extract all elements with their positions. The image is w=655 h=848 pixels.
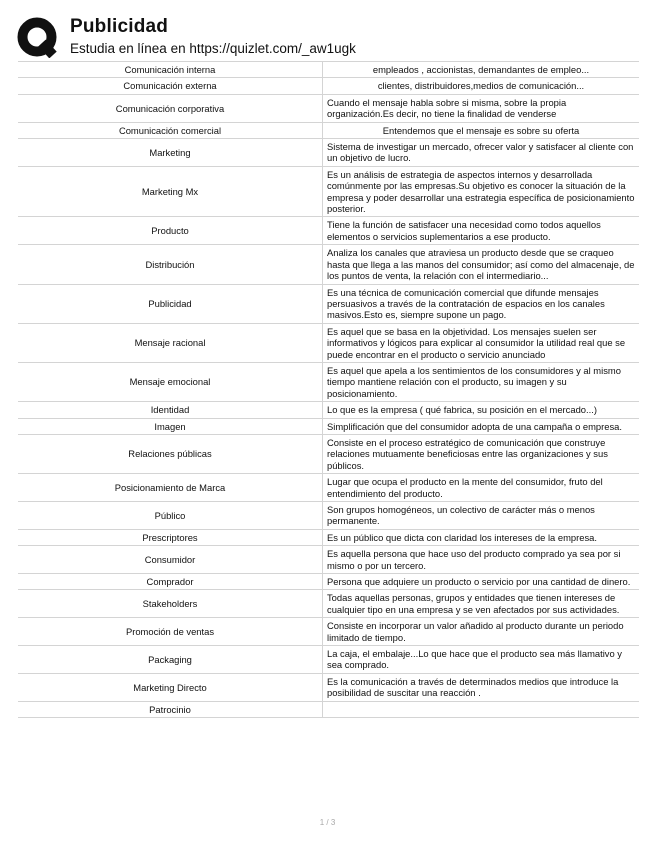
table-row bbox=[18, 139, 639, 167]
definition-cell: Es aquella persona que hace uso del producto comprado ya sea por si mismo o por un tercero. bbox=[323, 546, 640, 574]
term-cell: Mensaje racional bbox=[18, 323, 323, 362]
term-cell: Identidad bbox=[18, 402, 323, 418]
table-row bbox=[18, 402, 639, 418]
table-row bbox=[18, 362, 639, 401]
table-row bbox=[18, 529, 639, 545]
table-row bbox=[18, 701, 639, 717]
term-cell: Producto bbox=[18, 217, 323, 245]
definition-cell: La caja, el embalaje...Lo que hace que el producto sea más llamativo y sea comprado. bbox=[323, 646, 640, 674]
definition-cell: Es aquel que se basa en la objetividad. Los mensajes suelen ser informativos y lógicos para explicar al consumidor la utilidad real que se puede encontrar en el producto o servicio anunciado bbox=[323, 323, 640, 362]
table-row bbox=[18, 217, 639, 245]
table-row bbox=[18, 673, 639, 701]
term-cell: Marketing Mx bbox=[18, 166, 323, 217]
table-row bbox=[18, 284, 639, 323]
table-row bbox=[18, 94, 639, 122]
table-row bbox=[18, 62, 639, 78]
term-cell: Marketing Directo bbox=[18, 673, 323, 701]
table-row bbox=[18, 418, 639, 434]
definition-cell: Es un análisis de estrategia de aspectos internos y desarrollada comúnmente por las empresas.Su objetivo es conocer la situación de la empresa y poder desarrollar una estrategia específica de posicionamiento posterior. bbox=[323, 166, 640, 217]
term-cell: Comunicación comercial bbox=[18, 122, 323, 138]
terms-table bbox=[18, 61, 639, 718]
term-cell: Relaciones públicas bbox=[18, 434, 323, 473]
definition-cell: Son grupos homogéneos, un colectivo de carácter más o menos permanente. bbox=[323, 502, 640, 530]
definition-cell: Es un público que dicta con claridad los intereses de la empresa. bbox=[323, 529, 640, 545]
term-cell: Distribución bbox=[18, 245, 323, 284]
definition-cell: empleados , accionistas, demandantes de empleo... bbox=[323, 62, 640, 78]
definition-cell: Simplificación que del consumidor adopta de una campaña o empresa. bbox=[323, 418, 640, 434]
page-subtitle: Estudia en línea en https://quizlet.com/_aw1ugk bbox=[70, 41, 356, 56]
table-row bbox=[18, 618, 639, 646]
header bbox=[16, 14, 636, 58]
definition-cell: Lugar que ocupa el producto en la mente del consumidor, fruto del entendimiento del producto. bbox=[323, 474, 640, 502]
term-cell: Imagen bbox=[18, 418, 323, 434]
terms-table-body bbox=[18, 62, 639, 718]
definition-cell: Lo que es la empresa ( qué fabrica, su posición en el mercado...) bbox=[323, 402, 640, 418]
definition-cell: Persona que adquiere un producto o servicio por una cantidad de dinero. bbox=[323, 574, 640, 590]
page-number: 1 / 3 bbox=[319, 818, 336, 827]
term-cell: Posicionamiento de Marca bbox=[18, 474, 323, 502]
definition-cell: Es una técnica de comunicación comercial que difunde mensajes persuasivos a través de la contratación de espacios en los canales masivos.Esto es, siempre supone un pago. bbox=[323, 284, 640, 323]
term-cell: Comunicación externa bbox=[18, 78, 323, 94]
table-row bbox=[18, 502, 639, 530]
table-row bbox=[18, 122, 639, 138]
table-row bbox=[18, 474, 639, 502]
term-cell: Marketing bbox=[18, 139, 323, 167]
term-cell: Promoción de ventas bbox=[18, 618, 323, 646]
term-cell: Prescriptores bbox=[18, 529, 323, 545]
term-cell: Comunicación interna bbox=[18, 62, 323, 78]
table-row bbox=[18, 434, 639, 473]
table-row bbox=[18, 78, 639, 94]
definition-cell: Todas aquellas personas, grupos y entidades que tienen intereses de cualquier tipo en una empresa y se ven afectados por sus actividades. bbox=[323, 590, 640, 618]
quizlet-logo-icon bbox=[16, 16, 58, 58]
term-cell: Packaging bbox=[18, 646, 323, 674]
page-title: Publicidad bbox=[70, 16, 169, 37]
definition-cell: Es la comunicación a través de determinados medios que introduce la posibilidad de suscitar una reacción . bbox=[323, 673, 640, 701]
definition-cell: Consiste en incorporar un valor añadido al producto durante un periodo limitado de tiempo. bbox=[323, 618, 640, 646]
definition-cell: Tiene la función de satisfacer una necesidad como todos aquellos elementos o servicios suplementarios a ese producto. bbox=[323, 217, 640, 245]
term-cell: Comunicación corporativa bbox=[18, 94, 323, 122]
term-cell: Patrocinio bbox=[18, 701, 323, 717]
term-cell: Mensaje emocional bbox=[18, 362, 323, 401]
term-cell: Publicidad bbox=[18, 284, 323, 323]
table-row bbox=[18, 245, 639, 284]
table-row bbox=[18, 574, 639, 590]
definition-cell: Sistema de investigar un mercado, ofrecer valor y satisfacer al cliente con un objetivo de lucro. bbox=[323, 139, 640, 167]
definition-cell: Es aquel que apela a los sentimientos de los consumidores y al mismo tiempo mantiene relación con el producto, su imagen y su posicionamiento. bbox=[323, 362, 640, 401]
term-cell: Comprador bbox=[18, 574, 323, 590]
table-row bbox=[18, 546, 639, 574]
term-cell: Stakeholders bbox=[18, 590, 323, 618]
term-cell: Consumidor bbox=[18, 546, 323, 574]
term-cell: Público bbox=[18, 502, 323, 530]
definition-cell bbox=[323, 701, 640, 717]
definition-cell: Analiza los canales que atraviesa un producto desde que se craqueo hasta que llega a las manos del consumidor; así como del almacenaje, de los puntos de venta, la relación con el intermediario... bbox=[323, 245, 640, 284]
table-row bbox=[18, 590, 639, 618]
definition-cell: Entendemos que el mensaje es sobre su oferta bbox=[323, 122, 640, 138]
table-row bbox=[18, 323, 639, 362]
definition-cell: Consiste en el proceso estratégico de comunicación que construye relaciones mutuamente beneficiosas entre las organizaciones y sus públicos. bbox=[323, 434, 640, 473]
table-row bbox=[18, 646, 639, 674]
definition-cell: clientes, distribuidores,medios de comunicación... bbox=[323, 78, 640, 94]
definition-cell: Cuando el mensaje habla sobre si misma, sobre la propia organización.Es decir, no tiene la finalidad de venderse bbox=[323, 94, 640, 122]
table-row bbox=[18, 166, 639, 217]
